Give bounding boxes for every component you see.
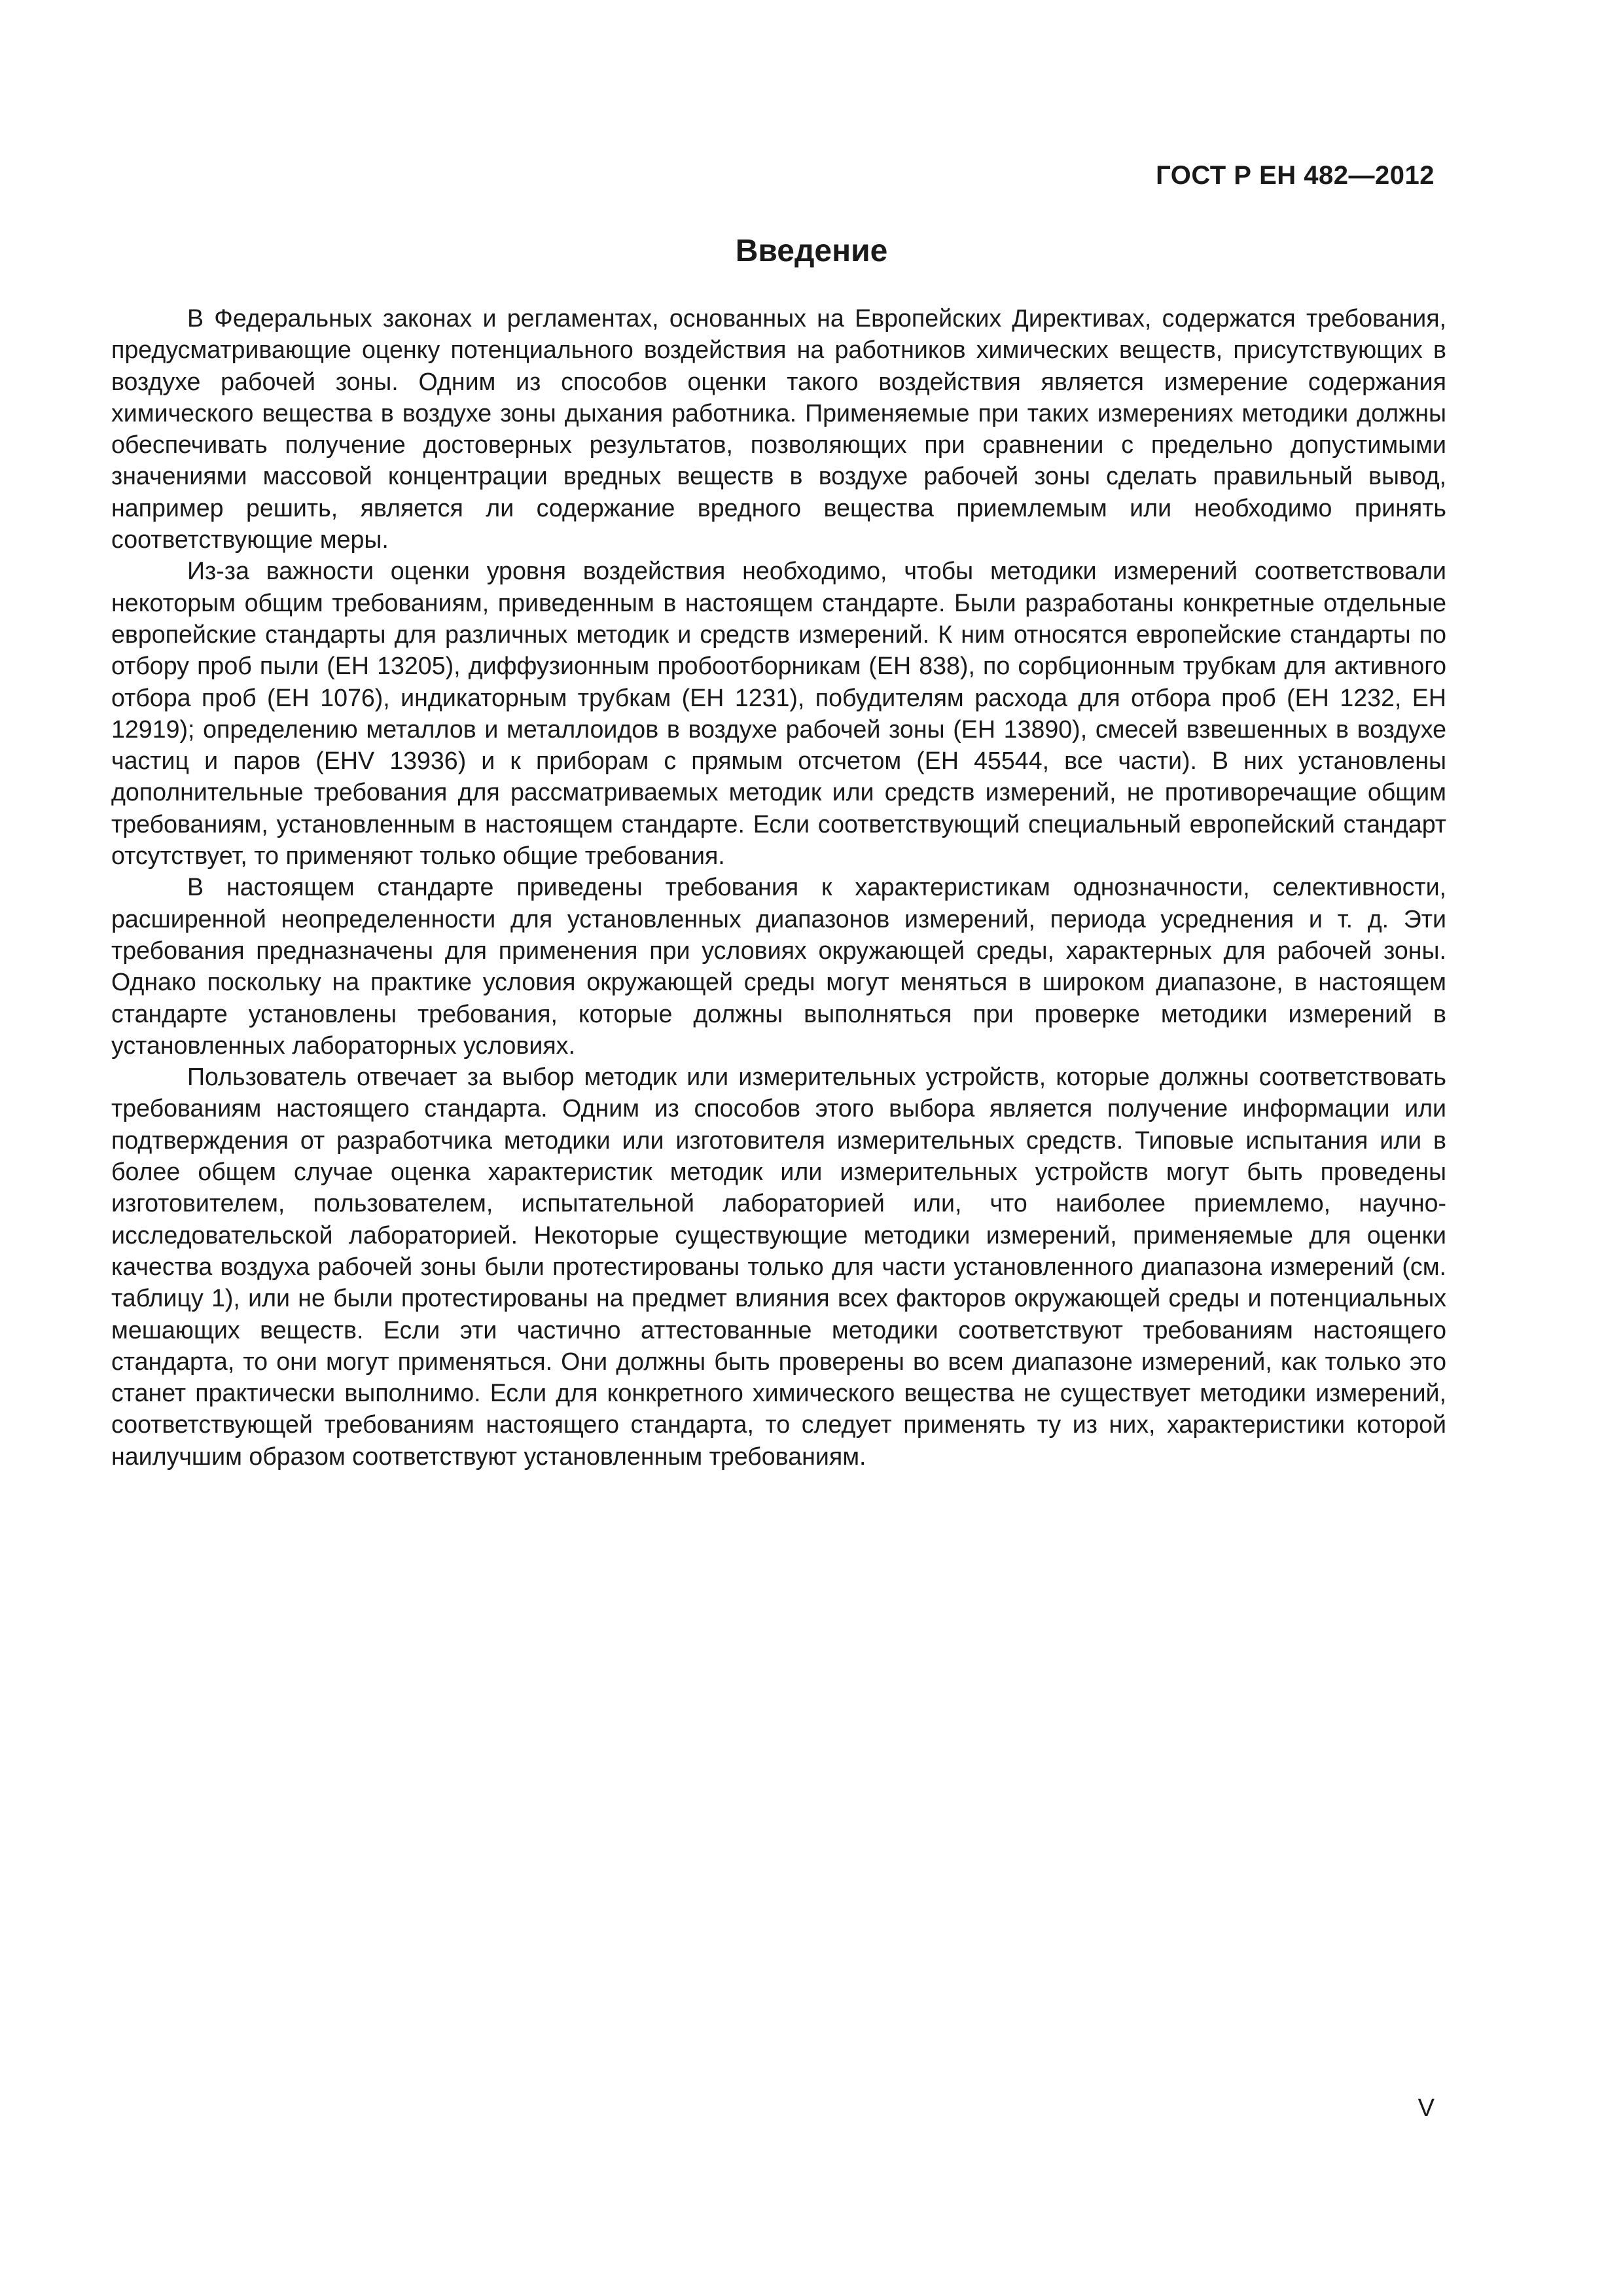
paragraph-4: Пользователь отвечает за выбор методик или измерительных устройств, которые должны соответствовать требованиям настоящего стандарта. Одним из способов этого выбора является получение информации или подтверждения от разработчика методики или изготовителя измерительных средств. Типовые испытания или в более общем случае оценка характеристик методик или измерительных устройств могут быть проведены изготовителем, пользователем, испытательной лабораторией или, что наиболее приемлемо, научно-исследовательской лабораторией. Некоторые существующие методики измерений, применяемые для оценки качества воздуха рабочей зоны были протестированы только для части установленного диапазона измерений (см. таблицу 1), или не были протестированы на предмет влияния всех факторов окружающей среды и потенциальных мешающих веществ. Если эти частично аттестованные методики соответствуют требованиям настоящего стандарта, то они могут применяться. Они должны быть проверены во всем диапазоне измерений, как только это станет практически выполнимо. Если для конкретного химического вещества не существует методики измерений, соответствующей требованиям настоящего стандарта, то следует применять ту из них, характеристики которой наилучшим образом соответствуют установленным требованиям. <box>111 1063 1446 1470</box>
introduction-body <box>111 302 1446 1472</box>
document-code-header: ГОСТ Р ЕН 482—2012 <box>1156 161 1435 190</box>
page-number: V <box>1418 2094 1435 2122</box>
paragraph-3: В настоящем стандарте приведены требования к характеристикам однозначности, селективности, расширенной неопределенности для установленных диапазонов измерений, периода усреднения и т. д. Эти требования предназначены для применения при условиях окружающей среды, характерных для рабочей зоны. Однако поскольку на практике условия окружающей среды могут меняться в широком диапазоне, в настоящем стандарте установлены требования, которые должны выполняться при проверке методики измерений в установленных лабораторных условиях. <box>111 873 1446 1059</box>
paragraph-1: В Федеральных законах и регламентах, основанных на Европейских Директивах, содержатся требования, предусматривающие оценку потенциального воздействия на работников химических веществ, присутствующих в воздухе рабочей зоны. Одним из способов оценки такого воздействия является измерение содержания химического вещества в воздухе зоны дыхания работника. Применяемые при таких измерениях методики должны обеспечивать получение достоверных результатов, позволяющих при сравнении с предельно допустимыми значениями массовой концентрации вредных веществ в воздухе рабочей зоны сделать правильный вывод, например решить, является ли содержание вредного вещества приемлемым или необходимо принять соответствующие меры. <box>111 304 1446 554</box>
paragraph-2: Из-за важности оценки уровня воздействия необходимо, чтобы методики измерений соответствовали некоторым общим требованиям, приведенным в настоящем стандарте. Были разработаны конкретные отдельные европейские стандарты для различных методик и средств измерений. К ним относятся европейские стандарты по отбору проб пыли (ЕН 13205), диффузионным пробоотборникам (ЕН 838), по сорбционным трубкам для активного отбора проб (ЕН 1076), индикаторным трубкам (ЕН 1231), побудителям расхода для отбора проб (ЕН 1232, ЕН 12919); определению металлов и металлоидов в воздухе рабочей зоны (ЕН 13890), смесей взвешенных в воздухе частиц и паров (ЕНV 13936) и к приборам с прямым отсчетом (ЕН 45544, все части). В них установлены дополнительные требования для рассматриваемых методик или средств измерений, не противоречащие общим требованиям, установленным в настоящем стандарте. Если соответствующий специальный европейский стандарт отсутствует, то применяют только общие требования. <box>111 557 1446 870</box>
section-title: Введение <box>735 234 888 268</box>
